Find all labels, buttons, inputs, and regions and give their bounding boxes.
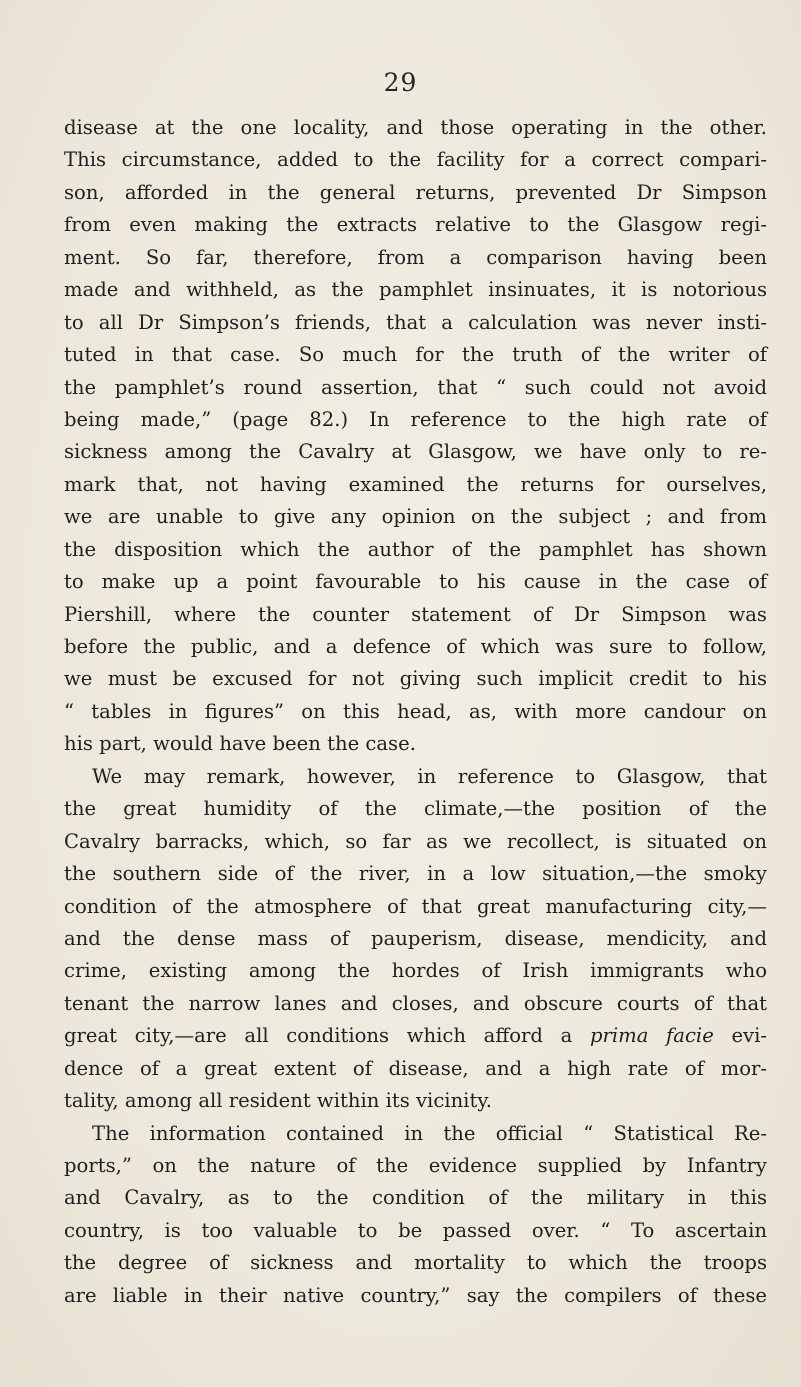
text-line: and Cavalry, as to the condition of the military in this: [64, 1186, 767, 1210]
text-line: ment. So far, therefore, from a comparison having been: [64, 245, 767, 269]
text-line: we are unable to give any opinion on the subject ; and from: [64, 505, 767, 529]
text-line: to all Dr Simpson’s friends, that a calculation was never insti-: [64, 310, 767, 334]
text-line: the pamphlet’s round assertion, that “ such could not avoid: [64, 375, 767, 399]
text-line: and the dense mass of pauperism, disease, mendicity, and: [64, 926, 767, 950]
text-segment: evi-: [713, 1024, 768, 1048]
text-line: made and withheld, as the pamphlet insinuates, it is notorious: [64, 278, 767, 302]
text-line: country, is too valuable to be passed over. “ To ascertain: [64, 1218, 767, 1242]
text-line: crime, existing among the hordes of Irish immigrants who: [64, 959, 767, 983]
text-line: son, afforded in the general returns, prevented Dr Simpson: [64, 180, 767, 204]
body-text: [64, 112, 767, 1312]
text-line: condition of the atmosphere of that great manufacturing city,—: [64, 894, 767, 918]
text-line: The information contained in the official “ Statistical Re-: [92, 1121, 767, 1145]
text-line: before the public, and a defence of which was sure to follow,: [64, 635, 767, 658]
text-line: are liable in their native country,” say the compilers of these: [64, 1283, 767, 1307]
page-number: 29: [383, 68, 418, 97]
text-line: his part, would have been the case.: [64, 732, 416, 756]
text-line: This circumstance, added to the facility for a correct compari-: [64, 148, 767, 172]
text-line: mark that, not having examined the returns for ourselves,: [64, 472, 767, 496]
text-line: the southern side of the river, in a low situation,—the smoky: [64, 862, 767, 886]
text-line: from even making the extracts relative to the Glasgow regi-: [64, 213, 767, 237]
italic-phrase: prima facie: [589, 1024, 714, 1048]
text-line: ports,” on the nature of the evidence supplied by Infantry: [64, 1154, 767, 1177]
text-line: we must be excused for not giving such implicit credit to his: [64, 667, 767, 691]
text-line: Piershill, where the counter statement of Dr Simpson was: [64, 602, 767, 626]
text-line: [64, 1020, 767, 1052]
text-line: tality, among all resident within its vicinity.: [64, 1089, 493, 1113]
text-line: tuted in that case. So much for the truth of the writer of: [64, 343, 767, 367]
text-line: sickness among the Cavalry at Glasgow, we have only to re-: [64, 440, 767, 464]
text-line: “ tables in figures” on this head, as, with more candour on: [64, 699, 767, 723]
text-line: disease at the one locality, and those operating in the other.: [64, 116, 767, 139]
text-segment: great city,—are all conditions which afford a: [64, 1024, 590, 1048]
text-line: the great humidity of the climate,—the position of the: [64, 797, 767, 821]
text-line: being made,” (page 82.) In reference to the high rate of: [64, 407, 767, 431]
text-line: tenant the narrow lanes and closes, and obscure courts of that: [64, 991, 767, 1015]
text-line: the disposition which the author of the pamphlet has shown: [64, 537, 767, 561]
text-line: to make up a point favourable to his cause in the case of: [64, 570, 767, 594]
text-line: the degree of sickness and mortality to which the troops: [64, 1251, 767, 1275]
text-line: Cavalry barracks, which, so far as we recollect, is situated on: [64, 829, 767, 853]
text-line: We may remark, however, in reference to Glasgow, that: [92, 764, 767, 788]
text-line: dence of a great extent of disease, and a high rate of mor-: [64, 1056, 767, 1080]
